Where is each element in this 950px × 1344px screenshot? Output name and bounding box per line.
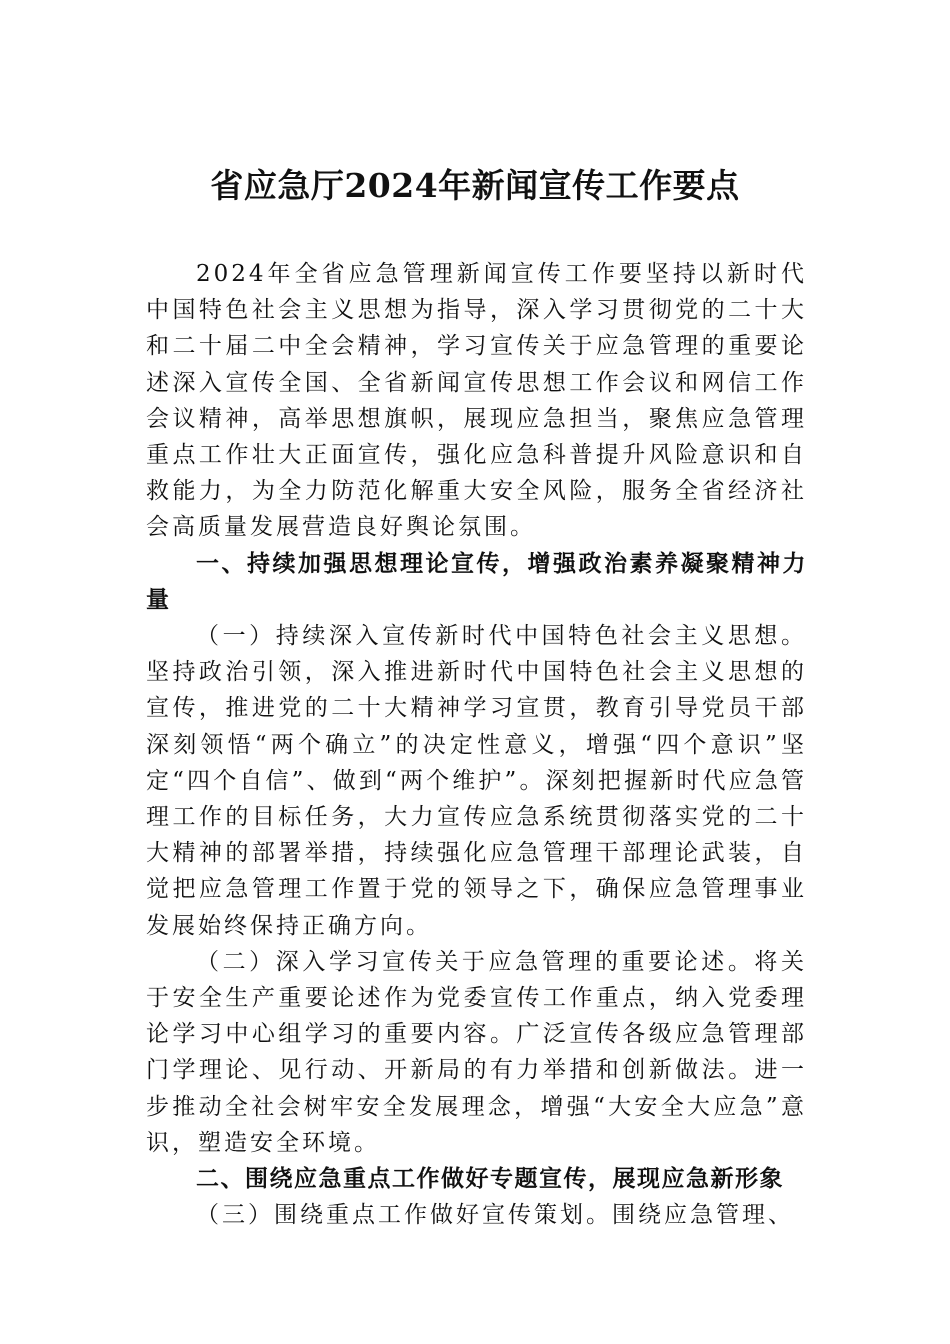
section-1-item-2: （二）深入学习宣传关于应急管理的重要论述。将关于安全生产重要论述作为党委宣传工作重点，纳入党委理论学习中心组学习的重要内容。广泛宣传各级应急管理部门学理论、见行动、开新局的有力举措和创新做法。进一步推动全社会树牢安全发展理念，增强“大安全大应急”意识，塑造安全环境。 [146, 948, 807, 1156]
section-1-heading: 一、持续加强思想理论宣传，增强政治素养凝聚精神力量 [146, 550, 807, 613]
section-1-item-1: （一）持续深入宣传新时代中国特色社会主义思想。坚持政治引领，深入推进新时代中国特色社会主义思想的宣传，推进党的二十大精神学习宣贯，教育引导党员干部深刻领悟“两个确立”的决定性意义，增强“四个意识”坚定“四个自信”、做到“两个维护”。深刻把握新时代应急管理工作的目标任务，大力宣传应急系统贯彻落实党的二十大精神的部署举措，持续强化应急管理干部理论武装，自觉把应急管理工作置于党的领导之下，确保应急管理事业发展始终保持正确方向。 [146, 623, 807, 939]
section-2-item-3: （三）围绕重点工作做好宣传策划。围绕应急管理、 [196, 1202, 794, 1229]
intro-paragraph: 2024年全省应急管理新闻宣传工作要坚持以新时代中国特色社会主义思想为指导，深入学习贯彻党的二十大和二十届二中全会精神，学习宣传关于应急管理的重要论述深入宣传全国、全省新闻宣传思想工作会议和网信工作会议精神，高举思想旗帜，展现应急担当，聚焦应急管理重点工作壮大正面宣传，强化应急科普提升风险意识和自救能力，为全力防范化解重大安全风险，服务全省经济社会高质量发展营造良好舆论氛围。 [146, 261, 807, 541]
document-body [146, 256, 807, 1233]
document-title: 省应急厅2024年新闻宣传工作要点 [210, 166, 740, 205]
section-2-heading: 二、围绕应急重点工作做好专题宣传，展现应急新形象 [196, 1166, 784, 1193]
